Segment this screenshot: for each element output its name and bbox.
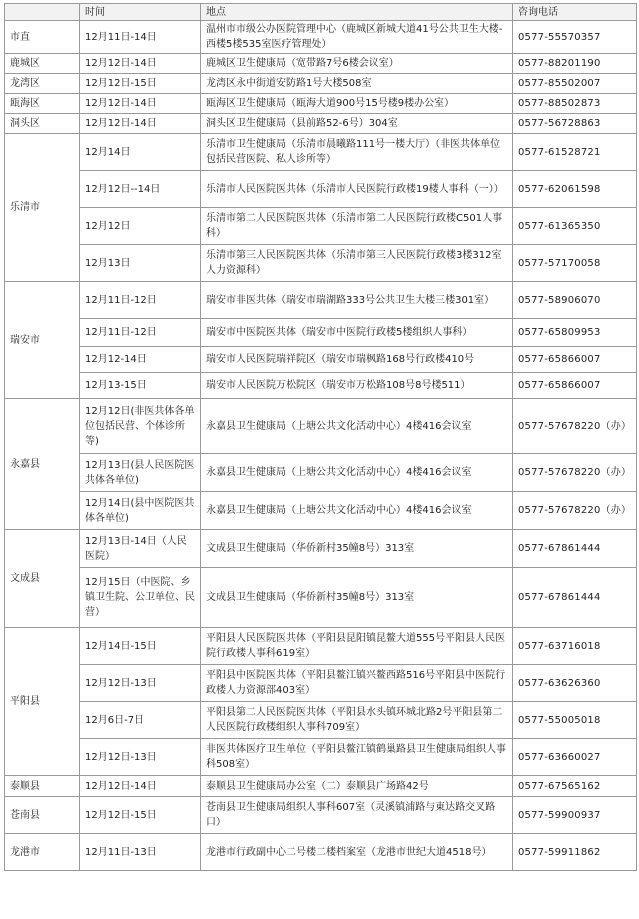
- phone-cell: 0577-58906070: [513, 282, 637, 319]
- time-cell: 12月11日-12日: [80, 282, 201, 319]
- region-cell: 瑞安市: [5, 282, 80, 399]
- table-row: [5, 834, 637, 871]
- time-cell: 12月11日-13日: [80, 834, 201, 871]
- time-cell: 12月12日-13日: [80, 739, 201, 776]
- phone-cell: 0577-56728863: [513, 114, 637, 134]
- place-cell: 永嘉县卫生健康局（上塘公共文化活动中心）4楼416会议室: [201, 454, 513, 492]
- table-row: [5, 797, 637, 834]
- table-row: [5, 245, 637, 282]
- phone-cell: 0577-61365350: [513, 208, 637, 245]
- phone-cell: 0577-57678220（办）: [513, 454, 637, 492]
- region-cell: 平阳县: [5, 628, 80, 776]
- time-cell: 12月11日-14日: [80, 21, 201, 54]
- header-time: 时间: [80, 4, 201, 21]
- table-row: [5, 282, 637, 319]
- place-cell: 乐清市第三人民医院医共体（乐清市第三人民医院行政楼3楼312室人力资源科）: [201, 245, 513, 282]
- phone-cell: 0577-57678220（办）: [513, 492, 637, 530]
- table-row: [5, 399, 637, 454]
- time-cell: 12月13日(县人民医院医共体各单位): [80, 454, 201, 492]
- table-row: [5, 665, 637, 702]
- place-cell: 乐清市人民医院医共体（乐清市人民医院行政楼19楼人事科（一））: [201, 171, 513, 208]
- phone-cell: 0577-67861444: [513, 530, 637, 568]
- time-cell: 12月15日（中医院、乡镇卫生院、公卫单位、民营）: [80, 568, 201, 628]
- table-row: [5, 347, 637, 373]
- time-cell: 12月12日-14日: [80, 114, 201, 134]
- table-row: [5, 74, 637, 94]
- table-row: [5, 568, 637, 628]
- header-place: 地点: [201, 4, 513, 21]
- phone-cell: 0577-55005018: [513, 702, 637, 739]
- time-cell: 12月12日--14日: [80, 171, 201, 208]
- time-cell: 12月14日: [80, 134, 201, 171]
- place-cell: 文成县卫生健康局（华侨新村35幢8号）313室: [201, 568, 513, 628]
- place-cell: 龙湾区永中街道安防路1号大楼508室: [201, 74, 513, 94]
- phone-cell: 0577-67861444: [513, 568, 637, 628]
- phone-cell: 0577-61528721: [513, 134, 637, 171]
- place-cell: 平阳县第二人民医院医共体（平阳县水头镇环城北路2号平阳县第二人民医院行政楼组织人事科709室）: [201, 702, 513, 739]
- table-row: [5, 373, 637, 399]
- table-row: [5, 702, 637, 739]
- place-cell: 乐清市卫生健康局（乐清市晨曦路111号一楼大厅）（非医共体单位包括民营医院、私人诊所等）: [201, 134, 513, 171]
- table-row: [5, 114, 637, 134]
- phone-cell: 0577-88201190: [513, 54, 637, 74]
- place-cell: 龙港市行政副中心二号楼二楼档案室（龙港市世纪大道4518号）: [201, 834, 513, 871]
- phone-cell: 0577-62061598: [513, 171, 637, 208]
- time-cell: 12月12日: [80, 208, 201, 245]
- table-row: [5, 134, 637, 171]
- table-row: [5, 776, 637, 797]
- time-cell: 12月12日-14日: [80, 54, 201, 74]
- time-cell: 12月13日-14日（人民医院）: [80, 530, 201, 568]
- time-cell: 12月12日-13日: [80, 665, 201, 702]
- phone-cell: 0577-85502007: [513, 74, 637, 94]
- place-cell: 泰顺县卫生健康局办公室（二）泰顺县广场路42号: [201, 776, 513, 797]
- phone-cell: 0577-63626360: [513, 665, 637, 702]
- place-cell: 瑞安市中医院医共体（瑞安市中医院行政楼5楼组织人事科）: [201, 319, 513, 347]
- place-cell: 鹿城区卫生健康局（宽带路7号6楼会议室）: [201, 54, 513, 74]
- time-cell: 12月12日-14日: [80, 94, 201, 114]
- place-cell: 瑞安市人民医院万松院区（瑞安市万松路108号8号楼511）: [201, 373, 513, 399]
- place-cell: 温州市市级公办医院管理中心（鹿城区新城大道41号公共卫生大楼-西楼5楼535室医疗管理处）: [201, 21, 513, 54]
- region-cell: 文成县: [5, 530, 80, 628]
- time-cell: 12月13日: [80, 245, 201, 282]
- place-cell: 乐清市第二人民医院医共体（乐清市第二人民医院行政楼C501人事科）: [201, 208, 513, 245]
- place-cell: 瑞安市非医共体（瑞安市瑞湖路333号公共卫生大楼三楼301室）: [201, 282, 513, 319]
- table-row: [5, 319, 637, 347]
- region-cell: 瓯海区: [5, 94, 80, 114]
- table-row: [5, 628, 637, 665]
- phone-cell: 0577-67565162: [513, 776, 637, 797]
- table-body: [5, 21, 637, 871]
- place-cell: 瓯海区卫生健康局（瓯海大道900号15号楼9楼办公室）: [201, 94, 513, 114]
- time-cell: 12月6日-7日: [80, 702, 201, 739]
- time-cell: 12月12日-15日: [80, 797, 201, 834]
- region-cell: 市直: [5, 21, 80, 54]
- place-cell: 平阳县中医院医共体（平阳县鳌江镇兴鳌西路516号平阳县中医院行政楼人力资源部403室）: [201, 665, 513, 702]
- table-row: [5, 94, 637, 114]
- region-cell: 永嘉县: [5, 399, 80, 530]
- place-cell: 永嘉县卫生健康局（上塘公共文化活动中心）4楼416会议室: [201, 492, 513, 530]
- consult-schedule-table: [4, 3, 637, 871]
- region-cell: 鹿城区: [5, 54, 80, 74]
- time-cell: 12月11日-12日: [80, 319, 201, 347]
- time-cell: 12月12日(非医共体各单位包括民营、个体诊所等): [80, 399, 201, 454]
- table-row: [5, 54, 637, 74]
- time-cell: 12月12日-14日: [80, 776, 201, 797]
- phone-cell: 0577-65866007: [513, 373, 637, 399]
- place-cell: 洞头区卫生健康局（县前路52-6号）304室: [201, 114, 513, 134]
- table-row: [5, 454, 637, 492]
- place-cell: 非医共体医疗卫生单位（平阳县鳌江镇鹤巢路县卫生健康局组织人事科508室）: [201, 739, 513, 776]
- place-cell: 文成县卫生健康局（华侨新村35幢8号）313室: [201, 530, 513, 568]
- phone-cell: 0577-55570357: [513, 21, 637, 54]
- table-row: [5, 171, 637, 208]
- place-cell: 瑞安市人民医院瑞祥院区（瑞安市瑞枫路168号行政楼410号: [201, 347, 513, 373]
- phone-cell: 0577-63660027: [513, 739, 637, 776]
- region-cell: 泰顺县: [5, 776, 80, 797]
- header-region: [5, 4, 80, 21]
- table-row: [5, 208, 637, 245]
- region-cell: 洞头区: [5, 114, 80, 134]
- time-cell: 12月13-15日: [80, 373, 201, 399]
- phone-cell: 0577-59900937: [513, 797, 637, 834]
- place-cell: 平阳县人民医院医共体（平阳县昆阳镇昆鳌大道555号平阳县人民医院行政楼人事科619室）: [201, 628, 513, 665]
- region-cell: 苍南县: [5, 797, 80, 834]
- table-row: [5, 739, 637, 776]
- phone-cell: 0577-63716018: [513, 628, 637, 665]
- time-cell: 12月14日(县中医院医共体各单位): [80, 492, 201, 530]
- phone-cell: 0577-88502873: [513, 94, 637, 114]
- header-phone: 咨询电话: [513, 4, 637, 21]
- place-cell: 苍南县卫生健康局组织人事科607室（灵溪镇浦路与東达路交叉路口）: [201, 797, 513, 834]
- region-cell: 乐清市: [5, 134, 80, 282]
- place-cell: 永嘉县卫生健康局（上塘公共文化活动中心）4楼416会议室: [201, 399, 513, 454]
- phone-cell: 0577-59911862: [513, 834, 637, 871]
- table-row: [5, 530, 637, 568]
- phone-cell: 0577-57678220（办）: [513, 399, 637, 454]
- region-cell: 龙湾区: [5, 74, 80, 94]
- table-row: [5, 21, 637, 54]
- time-cell: 12月12-14日: [80, 347, 201, 373]
- time-cell: 12月12日-15日: [80, 74, 201, 94]
- phone-cell: 0577-65866007: [513, 347, 637, 373]
- time-cell: 12月14日-15日: [80, 628, 201, 665]
- table-row: [5, 492, 637, 530]
- phone-cell: 0577-57170058: [513, 245, 637, 282]
- phone-cell: 0577-65809953: [513, 319, 637, 347]
- region-cell: 龙港市: [5, 834, 80, 871]
- table-header-row: [5, 4, 637, 21]
